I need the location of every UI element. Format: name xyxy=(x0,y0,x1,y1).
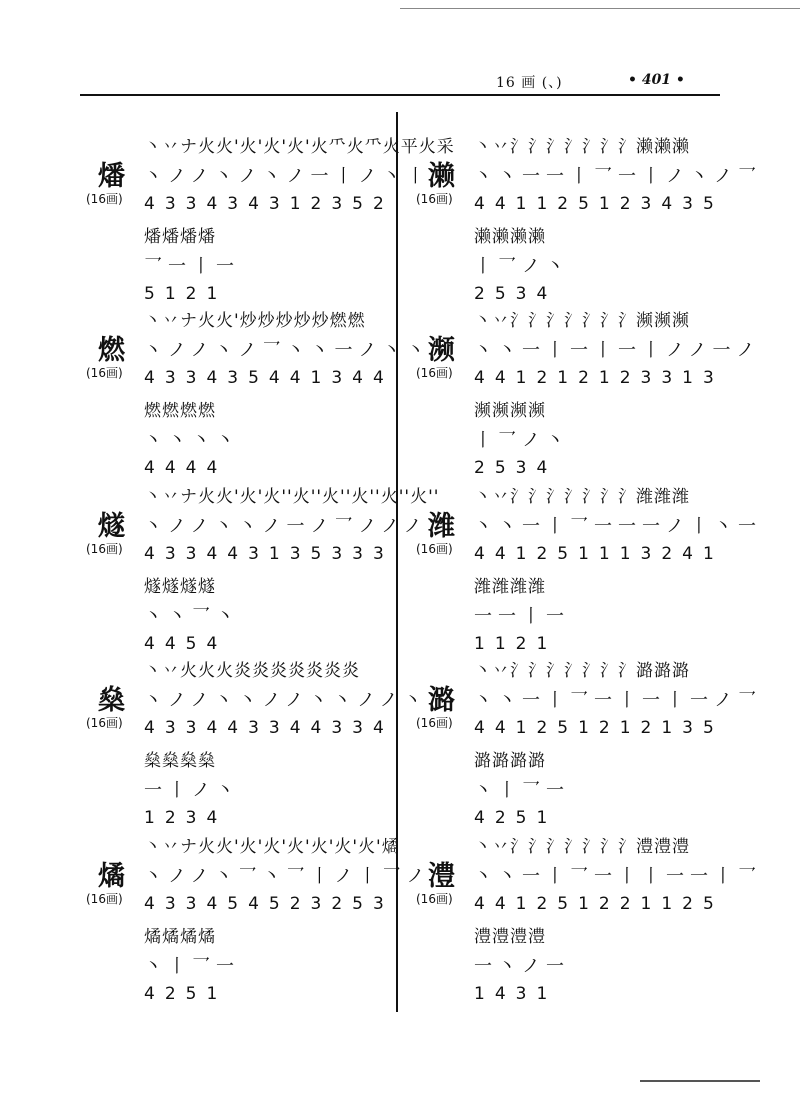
stroke-progression-cont: 燊燊燊燊 xyxy=(144,751,216,771)
stroke-codes: 433443344334 xyxy=(144,718,394,738)
stroke-codes: 441125123435 xyxy=(474,194,724,214)
stroke-count-label: (16画) xyxy=(416,542,453,556)
stroke-codes: 441251221125 xyxy=(474,894,724,914)
stroke-codes: 433443135333 xyxy=(144,544,394,564)
stroke-progression: 丶丷氵氵氵氵氵氵氵潞潞潞 xyxy=(474,661,690,681)
head-character: 潞 xyxy=(428,685,455,716)
stroke-progression: 丶丷ナ火火'火'火'火'火⺥火⺥火平火采 xyxy=(144,137,455,157)
stroke-progression: 丶丷ナ火火'火'火''火''火''火''火''火'' xyxy=(144,487,440,507)
stroke-shapes: 丶丶一丨乛一丨丨一一丨乛 xyxy=(474,866,762,887)
stroke-codes: 441251113241 xyxy=(474,544,724,564)
stroke-shapes-cont: 一丨ノ丶 xyxy=(144,780,240,801)
head-character: 燃 xyxy=(98,335,125,366)
section-heading: 16 画 (、) xyxy=(496,75,563,91)
stroke-codes: 441251212135 xyxy=(474,718,724,738)
stroke-progression: 丶丷氵氵氵氵氵氵氵濒濒濒 xyxy=(474,311,690,331)
stroke-count-label: (16画) xyxy=(416,716,453,730)
stroke-progression-cont: 澧澧澧澧 xyxy=(474,927,546,947)
stroke-codes: 441212123313 xyxy=(474,368,724,388)
head-character: 濑 xyxy=(428,161,455,192)
stroke-codes: 433434312352 xyxy=(144,194,394,214)
stroke-shapes: 丶ノノ丶ノ丶ノ一丨ノ丶丨 xyxy=(144,166,431,187)
stroke-shapes-cont: 丶丶丶丶 xyxy=(144,430,240,451)
stroke-codes: 433435441344 xyxy=(144,368,394,388)
stroke-progression-cont: 濒濒濒濒 xyxy=(474,401,546,421)
top-scan-rule xyxy=(400,8,800,9)
stroke-shapes-cont: 一丶ノ一 xyxy=(474,956,570,977)
stroke-codes-cont: 2534 xyxy=(474,458,558,478)
stroke-count-label: (16画) xyxy=(416,892,453,906)
head-character: 濒 xyxy=(428,335,455,366)
stroke-shapes: 丶丶一丨一丨一丨ノノ一ノ xyxy=(474,340,761,361)
stroke-progression-cont: 燔燔燔燔 xyxy=(144,227,216,247)
stroke-shapes: 丶ノノ丶乛丶乛丨ノ丨乛ノ xyxy=(144,866,431,887)
stroke-progression: 丶丷ナ火火'火'火'火'火'火'火'燏 xyxy=(144,837,400,857)
entry xyxy=(410,476,762,654)
stroke-codes-cont: 2534 xyxy=(474,284,558,304)
entry xyxy=(410,826,762,1004)
stroke-codes-cont: 4251 xyxy=(144,984,228,1004)
stroke-progression-cont: 潞潞潞潞 xyxy=(474,751,546,771)
entry xyxy=(80,650,428,828)
stroke-count-label: (16画) xyxy=(86,366,123,380)
stroke-shapes: 丶ノノ丶丶ノノ丶丶ノノ丶 xyxy=(144,690,428,711)
page-number: • 401 • xyxy=(628,72,685,88)
stroke-codes-cont: 1431 xyxy=(474,984,558,1004)
stroke-progression-cont: 潍潍潍潍 xyxy=(474,577,546,597)
stroke-shapes: 丶丶一丨乛一一一ノ丨丶一 xyxy=(474,516,762,537)
bottom-rule xyxy=(640,1080,760,1082)
stroke-shapes-cont: 丶丶乛丶 xyxy=(144,606,240,627)
stroke-count-label: (16画) xyxy=(416,192,453,206)
stroke-progression: 丶丷氵氵氵氵氵氵氵濑濑濑 xyxy=(474,137,690,157)
entry xyxy=(80,126,455,304)
stroke-shapes-cont: 丨乛ノ丶 xyxy=(474,256,570,277)
stroke-count-label: (16画) xyxy=(86,892,123,906)
entry xyxy=(80,476,440,654)
stroke-shapes-cont: 丨乛ノ丶 xyxy=(474,430,570,451)
entry xyxy=(410,126,762,304)
stroke-shapes: 丶丶一一丨乛一丨ノ丶ノ乛 xyxy=(474,166,762,187)
stroke-progression-cont: 濑濑濑濑 xyxy=(474,227,546,247)
stroke-codes: 433454523253 xyxy=(144,894,394,914)
stroke-progression-cont: 燏燏燏燏 xyxy=(144,927,216,947)
stroke-codes-cont: 4454 xyxy=(144,634,228,654)
stroke-progression-cont: 燧燧燧燧 xyxy=(144,577,216,597)
stroke-count-label: (16画) xyxy=(416,366,453,380)
entry xyxy=(410,300,761,478)
head-character: 潍 xyxy=(428,511,455,542)
stroke-count-label: (16画) xyxy=(86,716,123,730)
stroke-progression: 丶丷氵氵氵氵氵氵氵潍潍潍 xyxy=(474,487,690,507)
stroke-progression: 丶丷火火火炎炎炎炎炎炎炎 xyxy=(144,661,360,681)
stroke-shapes-cont: 一一丨一 xyxy=(474,606,570,627)
entry xyxy=(410,650,762,828)
stroke-progression: 丶丷ナ火火'炒炒炒炒炒燃燃 xyxy=(144,311,366,331)
head-character: 燧 xyxy=(98,511,125,542)
stroke-codes-cont: 5121 xyxy=(144,284,228,304)
head-character: 燔 xyxy=(98,161,125,192)
stroke-count-label: (16画) xyxy=(86,542,123,556)
stroke-shapes-cont: 乛一丨一 xyxy=(144,256,240,277)
stroke-shapes: 丶ノノ丶ノ乛丶丶一ノ丶丶 xyxy=(144,340,431,361)
entry xyxy=(80,300,431,478)
head-character: 燊 xyxy=(98,685,125,716)
stroke-count-label: (16画) xyxy=(86,192,123,206)
head-character: 澧 xyxy=(428,861,455,892)
stroke-codes-cont: 1234 xyxy=(144,808,228,828)
stroke-codes-cont: 1121 xyxy=(474,634,558,654)
head-character: 燏 xyxy=(98,861,125,892)
stroke-shapes-cont: 丶丨乛一 xyxy=(474,780,570,801)
stroke-codes-cont: 4251 xyxy=(474,808,558,828)
entry xyxy=(80,826,431,1004)
stroke-progression-cont: 燃燃燃燃 xyxy=(144,401,216,421)
stroke-shapes: 丶ノノ丶丶ノ一ノ乛ノノノ xyxy=(144,516,428,537)
running-header xyxy=(80,70,720,96)
stroke-shapes-cont: 丶丨乛一 xyxy=(144,956,240,977)
stroke-codes-cont: 4444 xyxy=(144,458,228,478)
stroke-shapes: 丶丶一丨乛一丨一丨一ノ乛 xyxy=(474,690,762,711)
stroke-progression: 丶丷氵氵氵氵氵氵氵澧澧澧 xyxy=(474,837,690,857)
